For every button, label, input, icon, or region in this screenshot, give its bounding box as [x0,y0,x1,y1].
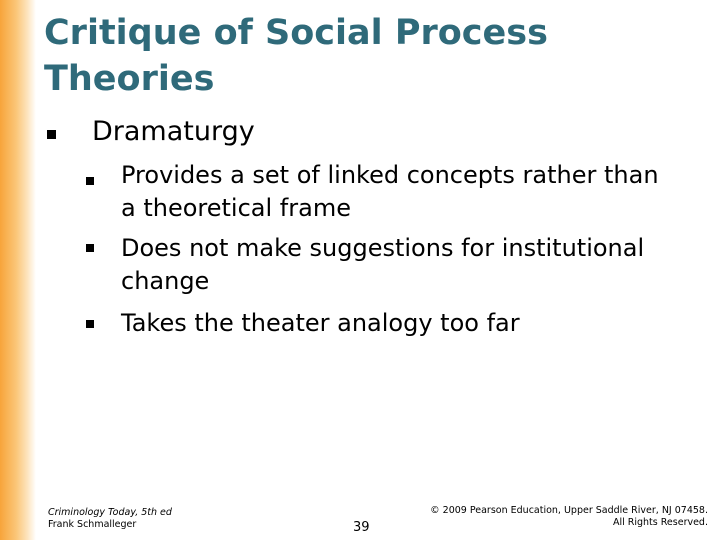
sub-bullet-1-line-1: Provides a set of linked concepts rather than [121,161,659,189]
sub-bullet-square-icon [86,177,94,185]
sub-bullet-square-icon [86,244,94,252]
sub-bullet-2-line-2: change [121,267,210,295]
sub-bullet-3-line-1: Takes the theater analogy too far [121,309,520,337]
footer-source [48,507,172,531]
sub-bullet-2-line-1: Does not make suggestions for institutional [121,234,645,262]
sub-bullet-square-icon [86,320,94,328]
slide-title [44,10,684,102]
sub-bullet-1-line-2: a theoretical frame [121,194,351,222]
copyright-line-2: All Rights Reserved. [612,517,708,528]
footer-author: Frank Schmalleger [48,519,137,530]
bullet-dramaturgy: Dramaturgy [92,116,255,147]
copyright-line-1: © 2009 Pearson Education, Upper Saddle River, NJ 07458. [430,505,708,516]
sub-bullet-2 [121,232,701,298]
title-line-1: Critique of Social Process [44,13,548,53]
page-number: 39 [353,520,370,535]
sub-bullet-1 [121,159,701,225]
bullet-square-icon [47,130,56,139]
footer-book-title: Criminology Today, 5th ed [48,507,172,518]
footer-copyright [430,505,708,529]
left-accent-bar [0,0,36,540]
title-line-2: Theories [44,59,215,99]
sub-bullet-3 [121,307,701,340]
